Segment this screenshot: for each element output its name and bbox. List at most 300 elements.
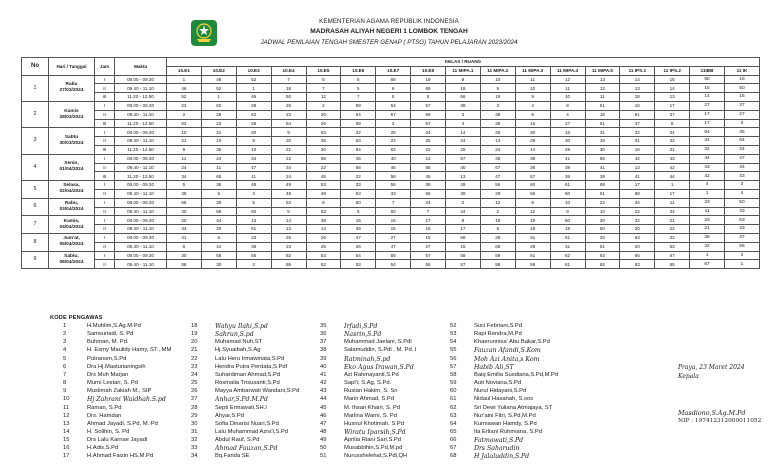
class-column-header: 11IBB xyxy=(690,66,725,75)
supervisor-code-cell: 15 xyxy=(690,84,725,93)
supervisor-code: 22 xyxy=(191,355,198,362)
supervisor-code-cell: 34 xyxy=(655,207,690,216)
supervisor-code: 5 xyxy=(63,355,67,362)
supervisor-code-cell: 3 xyxy=(236,189,271,198)
supervisor-name: Anhar,S.Pd.M.Pd xyxy=(215,396,268,404)
supervisor-name: Suci Febriani,S.Pd xyxy=(474,323,523,329)
supervisor-code-cell: 45 xyxy=(306,172,341,181)
supervisor-code: 64 xyxy=(450,420,457,427)
supervisor-code-cell: 6 xyxy=(411,93,446,102)
supervisor-code-cell: 33 xyxy=(376,189,411,198)
supervisor-code-cell: 17 xyxy=(446,225,481,234)
time-cell: 11.20 - 12.50 xyxy=(115,172,167,181)
day-date: 30/03/2024 xyxy=(59,141,84,147)
supervisor-name: Raman, S.Pd xyxy=(87,404,122,411)
day-number: 3 xyxy=(22,128,49,154)
supervisor-code: 1 xyxy=(63,323,67,329)
supervisor-code-cell: 13 xyxy=(620,84,655,93)
time-cell: 09.40 - 11.10 xyxy=(115,260,167,269)
supervisor-code-cell: 29 xyxy=(480,128,515,137)
supervisor-code-cell: 25 xyxy=(446,145,481,154)
supervisor-code-cell: 66 xyxy=(201,207,236,216)
supervisor-code-cell: 50 xyxy=(725,198,760,207)
supervisor-name: Husnul Khotimah, S.Pd xyxy=(344,420,404,427)
supervisor-code-cell: 28 xyxy=(236,119,271,128)
supervisor-code-cell: 62 xyxy=(585,260,620,269)
supervisor-code-cell: 59 xyxy=(341,101,376,110)
signature-role: Kepala xyxy=(678,373,699,380)
supervisor-code-cell: 58 xyxy=(446,251,481,260)
supervisor-code-cell: 24 xyxy=(446,207,481,216)
supervisor-code: 15 xyxy=(63,437,70,444)
supervisor-code: 12 xyxy=(63,412,70,419)
day-name: Sabtu xyxy=(64,135,79,141)
time-cell: 08.00 - 09.30 xyxy=(115,198,167,207)
supervisor-code-cell: 26 xyxy=(306,110,341,119)
supervisor-code-cell: 31 xyxy=(515,233,550,242)
time-cell: 09.40 - 11.10 xyxy=(115,110,167,119)
supervisor-code-cell: 25 xyxy=(411,137,446,146)
supervisor-name: Septi Ermawati,SH.I xyxy=(215,404,267,411)
supervisor-name: Drs Saharudin xyxy=(474,445,520,453)
supervisor-code-cell: 36 xyxy=(201,181,236,190)
supervisor-code-cell: 14 xyxy=(620,75,655,84)
supervisor-code-cell: 19 xyxy=(411,75,446,84)
supervisor-code: 28 xyxy=(191,404,198,411)
supervisor-code-cell: 53 xyxy=(306,181,341,190)
supervisor-code-cell: 66 xyxy=(411,84,446,93)
supervisor-name: Ahmad Jayadi, S.Pd, M. Pd xyxy=(87,420,158,427)
supervisor-code-cell: 27 xyxy=(411,242,446,251)
supervisor-code-cell: 47 xyxy=(480,172,515,181)
supervisor-code-cell: 50 xyxy=(585,225,620,234)
supervisor-code: 49 xyxy=(320,437,327,444)
supervisor-name: Nur'aini Fitri, S.Pd,M.Pd xyxy=(474,412,536,419)
day-date-cell xyxy=(49,101,95,127)
supervisor-code: 30 xyxy=(191,420,198,427)
supervisor-code-cell: 8 xyxy=(446,216,481,225)
supervisor-code-cell: 14 xyxy=(306,225,341,234)
supervisor-code-cell: 9 xyxy=(446,75,481,84)
ministry-name: KEMENTERIAN AGAMA REPUBLIK INDONESIA xyxy=(319,18,459,25)
supervisor-code-cell: 63 xyxy=(620,233,655,242)
day-number: 5 xyxy=(22,181,49,199)
supervisor-code-cell: 14 xyxy=(655,84,690,93)
supervisor-name: Marin Ahmad, S.Pd xyxy=(344,396,394,403)
supervisor-name: Sapl'i, S.Ag, S.Pd. xyxy=(344,380,392,387)
supervisor-code-cell: 15 xyxy=(725,93,760,102)
supervisor-code-cell: 3 xyxy=(725,119,760,128)
supervisor-code-cell: 22 xyxy=(341,172,376,181)
supervisor-code: 7 xyxy=(63,371,67,378)
supervisor-code-cell: 10 xyxy=(515,84,550,93)
supervisor-code-cell: 36 xyxy=(550,172,585,181)
supervisor-code-cell: 19 xyxy=(446,84,481,93)
supervisor-code-cell: 50 xyxy=(550,216,585,225)
supervisor-code: 50 xyxy=(320,445,327,452)
supervisor-code-cell: 4 xyxy=(725,189,760,198)
supervisor-name: Fatmawati,S.Pd xyxy=(474,437,524,445)
supervisor-code-cell: 41 xyxy=(201,242,236,251)
supervisor-code-cell: 64 xyxy=(725,137,760,146)
supervisor-name: Marlina Warni, S. Pd xyxy=(344,412,397,419)
supervisor-code-cell: 9 xyxy=(167,145,202,154)
supervisor-code-cell: 7 xyxy=(271,75,306,84)
supervisor-code-cell: 67 xyxy=(480,163,515,172)
schedule-row xyxy=(22,198,760,207)
supervisor-code-cell: 4 xyxy=(515,101,550,110)
day-date-cell xyxy=(49,154,95,180)
supervisor-code-cell: 66 xyxy=(167,198,202,207)
supervisor-name: Hendra Putra Perdata,S.Pdl xyxy=(215,363,287,370)
supervisor-code-cell: 64 xyxy=(341,145,376,154)
schedule-row xyxy=(22,242,760,251)
day-date: 02/04/2024 xyxy=(59,189,84,195)
supervisor-code-cell: 5 xyxy=(236,198,271,207)
supervisor-name: Mayya Ambarwati Wandani,S.Pd xyxy=(215,388,300,395)
supervisor-code-cell: 58 xyxy=(480,260,515,269)
supervisor-code-cell: 14 xyxy=(515,145,550,154)
day-date-cell xyxy=(49,251,95,269)
time-cell: 08.00 - 09.30 xyxy=(115,101,167,110)
supervisor-code-cell: 57 xyxy=(411,101,446,110)
day-date-cell xyxy=(49,233,95,251)
supervisor-code-cell: 15 xyxy=(341,216,376,225)
day-name: Rabu, xyxy=(64,201,79,207)
supervisor-name: Rosmalia Trisusanti,S.Pd xyxy=(215,380,280,387)
supervisor-code: 63 xyxy=(450,412,457,419)
day-number: 2 xyxy=(22,101,49,127)
supervisor-code-cell: 26 xyxy=(341,242,376,251)
supervisor-code-cell: 4 xyxy=(446,119,481,128)
supervisor-code-cell: 59 xyxy=(480,251,515,260)
supervisor-name: Bq.Farida SE xyxy=(215,453,250,460)
supervisor-code-cell: 22 xyxy=(376,137,411,146)
supervisor-code-cell: 63 xyxy=(306,128,341,137)
supervisor-code-cell: 11 xyxy=(201,163,236,172)
supervisor-code-cell: 55 xyxy=(376,181,411,190)
supervisor-code: 10 xyxy=(63,396,70,403)
supervisor-code-cell: 53 xyxy=(341,189,376,198)
supervisor-code-cell: 27 xyxy=(725,110,760,119)
supervisor-code-cell: 25 xyxy=(271,233,306,242)
time-cell: 08.00 - 09.30 xyxy=(115,251,167,260)
exam-schedule-table xyxy=(21,57,760,269)
time-cell: 11.20 - 12.50 xyxy=(115,145,167,154)
supervisor-code-cell: 30 xyxy=(515,128,550,137)
supervisor-code-cell: 20 xyxy=(620,225,655,234)
supervisor-code-cell: 54 xyxy=(376,260,411,269)
supervisor-code-cell: 66 xyxy=(446,93,481,102)
session-cell: II xyxy=(95,137,115,146)
supervisor-code-cell: 1 xyxy=(690,189,725,198)
supervisor-code-cell: 39 xyxy=(585,172,620,181)
supervisor-code-cell: 59 xyxy=(411,110,446,119)
supervisor-code-cell: 65 xyxy=(620,251,655,260)
supervisor-code-cell: 52 xyxy=(306,260,341,269)
schedule-row xyxy=(22,233,760,242)
supervisor-code: 18 xyxy=(191,323,198,329)
supervisor-code-cell: 48 xyxy=(271,189,306,198)
supervisor-name: Sofia Dinarisi Nuari,S.Pd xyxy=(215,420,279,427)
supervisor-code: 13 xyxy=(63,420,70,427)
supervisor-code-cell: 6 xyxy=(341,207,376,216)
time-cell: 09.40 - 11.10 xyxy=(115,163,167,172)
supervisor-code-cell: 6 xyxy=(341,75,376,84)
class-column-header: 11 IPS.2 xyxy=(655,66,690,75)
supervisor-name: Salamuddin, S.Pdl , M. Pd. I xyxy=(344,347,417,354)
day-number: 7 xyxy=(22,216,49,234)
supervisor-code-cell: 3 xyxy=(725,181,760,190)
supervisor-code-cell: 61 xyxy=(550,260,585,269)
schedule-row xyxy=(22,181,760,190)
session-cell: II xyxy=(95,189,115,198)
supervisor-code-cell: 1 xyxy=(690,251,725,260)
session-cell: I xyxy=(95,251,115,260)
session-cell: II xyxy=(95,242,115,251)
supervisor-code-cell: 11 xyxy=(236,172,271,181)
supervisor-code-cell: 3 xyxy=(480,101,515,110)
supervisor-code-cell: 36 xyxy=(515,163,550,172)
supervisor-code-cell: 49 xyxy=(271,181,306,190)
supervisor-code-cell: 1 xyxy=(725,260,760,269)
supervisor-code: 58 xyxy=(450,371,457,378)
supervisor-code-cell: 2 xyxy=(480,207,515,216)
class-column-header: 10.E2 xyxy=(201,66,236,75)
supervisor-code-cell: 44 xyxy=(655,172,690,181)
supervisor-code-cell: 22 xyxy=(271,154,306,163)
schedule-row xyxy=(22,145,760,154)
school-name: MADRASAH ALIYAH NEGERI 1 LOMBOK TENGAH xyxy=(310,28,468,35)
supervisor-code-cell: 50 xyxy=(725,84,760,93)
supervisor-name: Lalu Muhammad Azra'l,S.Pd xyxy=(215,428,288,435)
schedule-row xyxy=(22,216,760,225)
supervisor-code-cell: 35 xyxy=(306,137,341,146)
supervisor-code-cell: 4 xyxy=(550,110,585,119)
time-cell: 09.40 - 11.10 xyxy=(115,84,167,93)
supervisor-code: 62 xyxy=(450,404,457,411)
supervisor-code-cell: 62 xyxy=(236,110,271,119)
supervisor-code: 23 xyxy=(191,363,198,370)
supervisor-code-cell: 25 xyxy=(376,128,411,137)
supervisor-code: 27 xyxy=(191,396,198,403)
header-class-room: KELAS / RUANG xyxy=(167,58,760,67)
supervisor-code-cell: 32 xyxy=(655,137,690,146)
supervisor-code: 60 xyxy=(450,388,457,395)
supervisor-code-cell: 62 xyxy=(201,101,236,110)
supervisor-code-cell: 67 xyxy=(655,251,690,260)
day-date: 01/04/2024 xyxy=(59,167,84,173)
supervisor-code-cell: 46 xyxy=(201,75,236,84)
supervisor-code-cell: 48 xyxy=(236,181,271,190)
time-cell: 09.40 - 11.10 xyxy=(115,137,167,146)
schedule-row xyxy=(22,207,760,216)
supervisor-code-cell: 5 xyxy=(341,84,376,93)
supervisor-code: 41 xyxy=(320,371,327,378)
supervisor-code-cell: 38 xyxy=(690,233,725,242)
supervisor-code-cell: 10 xyxy=(201,137,236,146)
supervisor-code-cell: 46 xyxy=(167,84,202,93)
supervisor-name: H.Adis,S.Pd xyxy=(87,445,119,452)
supervisor-name: Ita Erliani Ruhmiana, S.Pd xyxy=(474,428,542,435)
supervisor-code-cell: 47 xyxy=(236,163,271,172)
supervisor-code: 45 xyxy=(320,404,327,411)
supervisor-code-cell: 65 xyxy=(201,172,236,181)
supervisor-name: Habib Ali,ST xyxy=(474,363,514,371)
supervisor-code-cell: 65 xyxy=(411,163,446,172)
supervisor-name: Hj Zahrani Waidhah.S.pd xyxy=(87,396,166,404)
supervisor-name: Khaerunnisa' Abu Bakar,S.Pd xyxy=(474,339,550,346)
supervisor-name: Suhardiman Ahmad,S.Pd xyxy=(215,371,281,378)
session-cell: II xyxy=(95,163,115,172)
supervisor-code: 67 xyxy=(450,445,457,452)
supervisor-code-cell: 50 xyxy=(271,93,306,102)
supervisor-code-cell: 18 xyxy=(620,93,655,102)
supervisor-code-cell: 26 xyxy=(271,101,306,110)
supervisor-code-cell: 68 xyxy=(480,242,515,251)
session-cell: III xyxy=(95,93,115,102)
supervisor-code-cell: 54 xyxy=(376,101,411,110)
schedule-row xyxy=(22,225,760,234)
supervisor-code-cell: 28 xyxy=(236,101,271,110)
supervisor-code-cell: 67 xyxy=(690,260,725,269)
supervisor-code-cell: 17 xyxy=(620,181,655,190)
supervisor-code-cell: 42 xyxy=(655,163,690,172)
supervisor-code-cell: 11 xyxy=(655,198,690,207)
supervisor-code-cell: 19 xyxy=(515,216,550,225)
supervisor-code-cell: 11 xyxy=(515,75,550,84)
supervisor-code: 38 xyxy=(320,347,327,354)
supervisor-name: Hj.Syuaibah,S.Ag xyxy=(215,347,261,354)
supervisor-code-cell: 23 xyxy=(236,233,271,242)
supervisor-code: 24 xyxy=(191,371,198,378)
supervisor-code-cell: 33 xyxy=(690,198,725,207)
supervisor-code-cell: 24 xyxy=(411,198,446,207)
class-column-header: 11 MIPA.4 xyxy=(550,66,585,75)
supervisor-code-cell: 41 xyxy=(620,172,655,181)
supervisor-code: 25 xyxy=(191,380,198,387)
supervisor-code-cell: 15 xyxy=(411,233,446,242)
supervisor-code-cell: 24 xyxy=(446,137,481,146)
supervisor-code-cell: 2 xyxy=(306,101,341,110)
supervisor-code-cell: 39 xyxy=(411,181,446,190)
supervisor-name: Auti Noviana,S.Pd xyxy=(474,380,522,387)
day-number: 8 xyxy=(22,233,49,251)
class-column-header: 11 MIPA.5 xyxy=(585,66,620,75)
supervisor-name: Ahyar,S.Pd xyxy=(215,412,245,419)
time-cell: 08.00 - 09.30 xyxy=(115,154,167,163)
supervisor-code-cell: 55 xyxy=(376,251,411,260)
supervisor-code: 55 xyxy=(450,347,457,354)
header-day-date: Hari / Tanggal xyxy=(49,58,95,76)
supervisor-code: 52 xyxy=(450,323,457,329)
supervisor-code: 48 xyxy=(320,428,327,435)
day-name: Selasa, xyxy=(63,183,80,189)
supervisor-code-cell: 59 xyxy=(341,119,376,128)
supervisor-code-cell: 55 xyxy=(271,260,306,269)
supervisor-code-cell: 59 xyxy=(515,260,550,269)
supervisor-name: H.Muhlim,S.Ag.M.Pd xyxy=(87,323,141,329)
supervisor-code-cell: 60 xyxy=(376,207,411,216)
day-name: Rabu xyxy=(65,82,78,88)
supervisor-code-cell: 20 xyxy=(585,216,620,225)
supervisor-code-cell: 11 xyxy=(690,207,725,216)
schedule-row xyxy=(22,137,760,146)
supervisor-code-cell: 33 xyxy=(725,207,760,216)
signature-nip: NIP : 197412312009011052 xyxy=(678,418,762,424)
supervisor-code: 68 xyxy=(450,453,457,460)
supervisor-code-cell: 21 xyxy=(690,225,725,234)
supervisor-name: Samsuriadi, S. Pd xyxy=(87,331,134,338)
schedule-row xyxy=(22,119,760,128)
supervisor-code-cell: 5 xyxy=(201,189,236,198)
supervisor-name: Nurusshelehat,S.Pdl,QH xyxy=(344,453,408,460)
header-no: No xyxy=(22,58,49,76)
supervisor-code-cell: 12 xyxy=(585,84,620,93)
day-date: 27/03/2024 xyxy=(59,88,84,94)
supervisor-name: Moh Azi Anita,s Kom xyxy=(474,355,540,363)
supervisor-code-cell: 20 xyxy=(201,225,236,234)
session-cell: I xyxy=(95,233,115,242)
supervisor-code-cell: 42 xyxy=(620,154,655,163)
day-number: 6 xyxy=(22,198,49,216)
supervisor-code-cell: 63 xyxy=(585,251,620,260)
supervisor-code: 21 xyxy=(191,347,198,354)
supervisor-code-cell: 45 xyxy=(376,163,411,172)
supervisor-code-cell: 15 xyxy=(655,75,690,84)
supervisor-code-cell: 58 xyxy=(341,163,376,172)
time-cell: 11.20 - 12.50 xyxy=(115,119,167,128)
supervisor-code-cell: 14 xyxy=(271,216,306,225)
supervisor-code-cell: 53 xyxy=(271,198,306,207)
class-column-header: 10.E1 xyxy=(167,66,202,75)
supervisor-code-cell: 16 xyxy=(585,110,620,119)
supervisor-code: 61 xyxy=(450,396,457,403)
supervisor-code-cell: 41 xyxy=(167,233,202,242)
supervisor-code-cell: 61 xyxy=(515,251,550,260)
supervisor-code-cell: 2 xyxy=(725,251,760,260)
time-cell: 09.40 - 11.10 xyxy=(115,207,167,216)
supervisor-code-cell: 46 xyxy=(236,93,271,102)
supervisor-code-cell: 65 xyxy=(655,260,690,269)
supervisor-code-cell: 64 xyxy=(690,128,725,137)
supervisor-code-cell: 33 xyxy=(725,225,760,234)
supervisor-code-cell: 56 xyxy=(480,181,515,190)
supervisor-code: 3 xyxy=(63,339,67,346)
supervisor-code-cell: 68 xyxy=(446,233,481,242)
supervisor-code-cell: 11 xyxy=(585,93,620,102)
session-cell: III xyxy=(95,119,115,128)
supervisor-code-cell: 20 xyxy=(236,128,271,137)
supervisor-name: Murni Lestari, S. Pd xyxy=(87,380,138,387)
schedule-row xyxy=(22,110,760,119)
supervisor-code-cell: 34 xyxy=(690,137,725,146)
supervisor-code-cell: 4 xyxy=(690,181,725,190)
supervisor-code-cell: 10 xyxy=(480,75,515,84)
supervisor-code-cell: 10 xyxy=(550,93,585,102)
supervisor-code-cell: 44 xyxy=(201,216,236,225)
supervisor-name: Dra Hj.Masturianingsih xyxy=(87,363,146,370)
supervisor-code-cell: 38 xyxy=(236,242,271,251)
supervisor-code-cell: 41 xyxy=(550,154,585,163)
supervisor-code-cell: 24 xyxy=(201,154,236,163)
supervisor-code-cell: 51 xyxy=(585,242,620,251)
session-cell: I xyxy=(95,128,115,137)
supervisor-code-cell: 5 xyxy=(306,75,341,84)
supervisor-code: 65 xyxy=(450,428,457,435)
supervisor-code-cell: 51 xyxy=(585,101,620,110)
supervisor-code-cell: 54 xyxy=(341,251,376,260)
